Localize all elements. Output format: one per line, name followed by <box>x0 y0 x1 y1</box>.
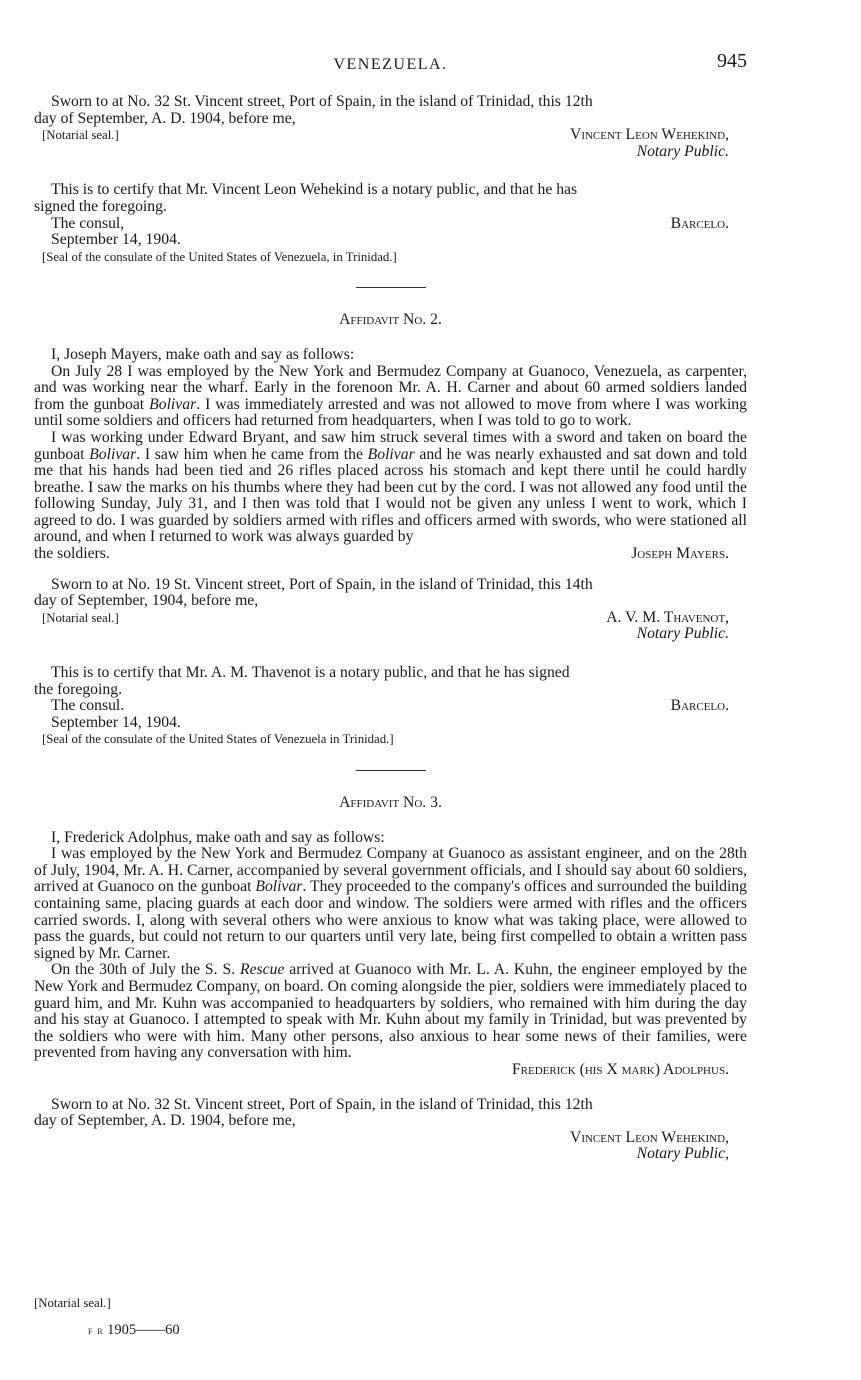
certification <box>34 182 747 199</box>
paragraph-text: arrived at Guanoco with Mr. L. A. Kuhn, the engineer employed by the New York and Bermudez Company, on board. On coming alongside the pier, soldiers were immediately placed to guard him, and Mr. Kuhn was accompanied to headquarters by soldiers, who remained with him during the day and his stay at Guanoco. I attempted to speak with Mr. Kuhn about my family in Trinidad, but was prevented by the soldiers who were with him. Many other persons, also anxious to hear some news of their families, were prevented from having any conversation with him. <box>34 961 747 1062</box>
affidavit-1-conclusion <box>34 94 747 265</box>
notarial-seal: [Notarial seal.] <box>42 128 119 143</box>
sworn-line: Sworn to at No. 32 St. Vincent street, Port of Spain, in the island of Trinidad, this 12th <box>51 93 593 110</box>
sworn-line: day of September, A. D. 1904, before me, <box>34 1112 296 1130</box>
sworn-statement <box>34 94 747 111</box>
notary-line <box>34 111 747 128</box>
affidavit-paragraph <box>34 846 747 962</box>
signature-mark-letters: f r <box>88 1325 104 1337</box>
printer-signature-mark <box>88 1322 180 1339</box>
notarial-seal: [Notarial seal.] <box>34 1296 111 1310</box>
sworn-statement <box>34 1097 747 1114</box>
affidavit-intro: I, Frederick Adolphus, make oath and say as follows: <box>51 828 385 846</box>
affidavit-paragraph <box>34 962 747 1062</box>
ship-name: Bolivar <box>89 445 137 463</box>
affidavit-intro: I, Joseph Mayers, make oath and say as follows: <box>51 345 355 363</box>
consul-signature: Barcelo. <box>670 697 729 715</box>
sworn-line: Sworn to at No. 19 St. Vincent street, Port of Spain, in the island of Trinidad, this 14th <box>51 575 593 593</box>
consul-row <box>34 698 747 715</box>
notary-signature-row <box>34 127 747 144</box>
affiant-signature: Joseph Mayers. <box>631 545 729 563</box>
sworn-line: Sworn to at No. 32 St. Vincent street, Port of Spain, in the island of Trinidad, this 12th <box>51 1095 593 1113</box>
signature-mark-number: 1905——60 <box>107 1322 180 1338</box>
paragraph-text: On July 28 I was employed by the New York and Bermudez Company at Guanoco, Venezuela, as carpenter, and was working near the wharf. Early in the forenoon Mr. A. H. Carner and about 60 armed soldiers landed from the gunboat <box>34 362 747 413</box>
ship-name: Bolivar <box>367 445 415 463</box>
sworn-statement <box>34 577 747 594</box>
certification-line: signed the foregoing. <box>34 197 167 215</box>
affidavit-title: Affidavit No. 3. <box>339 794 442 811</box>
affidavit-paragraph <box>34 430 747 546</box>
affiant-signature: Frederick (his X mark) Adolphus. <box>511 1060 729 1078</box>
page-number: 945 <box>717 50 747 72</box>
affidavit-3 <box>34 795 747 1163</box>
paragraph-text: I was employed by the New York and Bermudez Company at Guanoco as assistant engineer, and on the 28th of July, 1904, Mr. A. H. Carner, accompanied by several government officials, and I should say about 60 soldiers, arrived at Guanoco on the gunboat <box>34 845 747 896</box>
notary-name: Vincent Leon Wehekind, <box>569 126 729 144</box>
notary-name: A. V. M. Thavenot, <box>606 608 729 626</box>
paragraph-text: On the 30th of July the S. S. <box>51 961 240 979</box>
certification-line: This is to certify that Mr. A. M. Thavenot is a notary public, and that he has signed <box>51 664 570 682</box>
affidavit-title: Affidavit No. 2. <box>339 311 442 329</box>
paragraph-text: . I was immediately arrested and was not allowed to move from where I was working until some soldiers and officers had returned from headquarters, when I was told to go to work. <box>34 395 747 430</box>
affidavit-2 <box>34 312 747 748</box>
paragraph-text: and he was nearly exhausted and sat down and told me that his hands had been tied and 26 rifles placed across his stomach and kept there until he could hardly breathe. I saw the marks on his thumbs where they had been cut by the cord. I was not allowed any food until the following Sunday, July 31, and I then was told that I would not be given any unless I went to work, which I agreed to do. I was guarded by soldiers armed with rifles and officers armed with swords, who were stationed all around, and when I returned to work was always guarded by <box>34 445 748 546</box>
notarial-seal: [Notarial seal.] <box>42 610 119 625</box>
page-content <box>34 94 747 1163</box>
consul-row <box>34 216 747 233</box>
consulate-seal: [Seal of the consulate of the United States of Venezuela in Trinidad.] <box>42 732 394 747</box>
certification <box>34 665 747 682</box>
sworn-line: day of September, A. D. 1904, before me, <box>34 109 296 127</box>
affiant-signature-row <box>34 546 747 563</box>
page-header <box>34 50 747 80</box>
notary-title: Notary Public. <box>636 625 729 643</box>
ship-name: Rescue <box>240 961 285 979</box>
notary-signature-row <box>34 610 747 627</box>
notary-signature-row <box>34 1130 747 1147</box>
certification-line: This is to certify that Mr. Vincent Leon Wehekind is a notary public, and that he has <box>51 181 578 199</box>
paragraph-text: . I saw him when he came from the <box>136 445 368 463</box>
certification-date: September 14, 1904. <box>51 231 181 249</box>
ship-name: Bolivar <box>255 878 303 896</box>
affidavit-paragraph <box>34 364 747 430</box>
consul-signature: Barcelo. <box>670 214 729 232</box>
notary-title: Notary Public. <box>636 142 729 160</box>
ship-name: Bolivar <box>149 395 197 413</box>
certification-line: the foregoing. <box>34 680 122 698</box>
consulate-seal: [Seal of the consulate of the United States of Venezuela, in Trinidad.] <box>42 249 397 264</box>
consul-label: The consul, <box>51 214 125 232</box>
paragraph-text: the soldiers. <box>34 545 110 563</box>
notary-title: Notary Public, <box>636 1145 729 1163</box>
notary-name: Vincent Leon Wehekind, <box>569 1128 729 1146</box>
sworn-line: day of September, 1904, before me, <box>34 592 259 610</box>
certification-date: September 14, 1904. <box>51 713 181 731</box>
paragraph-text: . They proceeded to the company's offices and surrounded the building containing same, placing guards at each door and window. The soldiers were armed with rifles and the officers carried swords. I, along with several others who were anxious to know what was taking place, were allowed to pass the guards, but could not return to our quarters until very late, being first compelled to obtain a written pass signed by Mr. Carner. <box>34 878 747 962</box>
paragraph-text: I was working under Edward Bryant, and saw him struck several times with a sword and taken on board the gunboat <box>34 428 747 463</box>
consul-label: The consul. <box>51 697 125 715</box>
running-head: VENEZUELA. <box>333 56 448 73</box>
